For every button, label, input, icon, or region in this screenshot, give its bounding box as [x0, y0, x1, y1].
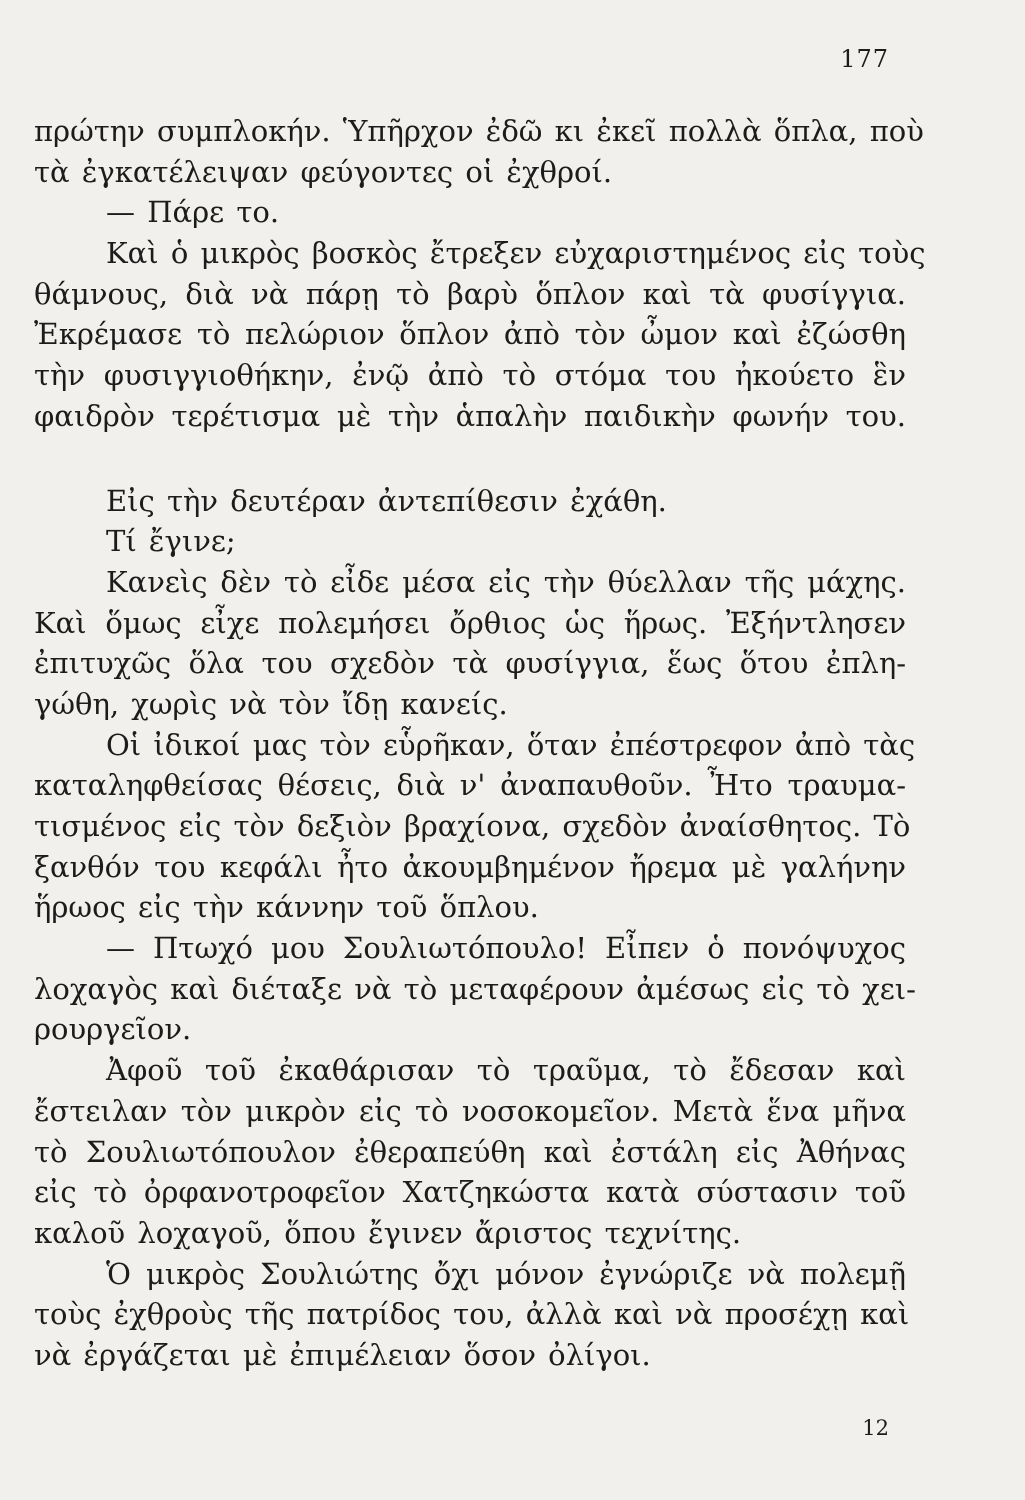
text-line: ξανθόν του κεφάλι ἦτο ἀκουμβημένον ἤρεμα μὲ γαλήνην [34, 849, 906, 884]
text-line: καταληφθείσας θέσεις, διὰ ν' ἀναπαυθοῦν. Ἦτο τραυμα- [34, 768, 906, 803]
text-line: — Πάρε το. [106, 195, 280, 230]
section-break [34, 437, 906, 481]
text-line: τὸ Σουλιωτόπουλον ἐθεραπεύθη καὶ ἐστάλη εἰς Ἀθήνας [34, 1134, 906, 1169]
text-line: Κανεὶς δὲν τὸ εἶδε μέσα εἰς τὴν θύελλαν τῆς μάχης. [106, 564, 906, 599]
text-line: ἥρωος εἰς τὴν κάννην τοῦ ὅπλου. [34, 890, 539, 925]
page-number: 177 [840, 45, 889, 73]
text-line: Ὁ μικρὸς Σουλιώτης ὄχι μόνον ἐγνώριζε νὰ πολεμῇ [106, 1256, 906, 1291]
text-line: Οἱ ἰδικοί μας τὸν εὗρῆκαν, ὅταν ἐπέστρεφον ἀπὸ τὰς [106, 727, 916, 762]
text-line: Καὶ ὁ μικρὸς βοσκὸς ἔτρεξεν εὐχαριστημένος εἰς τοὺς [106, 236, 926, 271]
text-line: Εἰς τὴν δευτέραν ἀντεπίθεσιν ἐχάθη. [106, 483, 667, 518]
text-line: καλοῦ λοχαγοῦ, ὅπου ἔγινεν ἄριστος τεχνίτης. [34, 1215, 742, 1250]
text-line: εἰς τὸ ὀρφανοτροφεῖον Χατζηκώστα κατὰ σύστασιν τοῦ [34, 1175, 906, 1210]
text-line: ρουργεῖον. [34, 1012, 192, 1047]
text-line: Ἐκρέμασε τὸ πελώριον ὅπλον ἀπὸ τὸν ὦμον καὶ ἐζώσθη [34, 317, 906, 352]
text-line: τὰ ἐγκατέλειψαν φεύγοντες οἱ ἐχθροί. [34, 154, 613, 189]
body-text [34, 111, 926, 1376]
text-line: Καὶ ὅμως εἶχε πολεμήσει ὄρθιος ὡς ἥρως. Ἐξήντλησεν [34, 605, 906, 640]
text-line: τοὺς ἐχθροὺς τῆς πατρίδος του, ἀλλὰ καὶ νὰ προσέχῃ καὶ [34, 1297, 910, 1332]
signature-mark: 12 [862, 1416, 889, 1440]
text-line: τὴν φυσιγγιοθήκην, ἐνῷ ἀπὸ τὸ στόμα του ἠκούετο ἓν [34, 358, 906, 393]
text-line: θάμνους, διὰ νὰ πάρῃ τὸ βαρὺ ὅπλον καὶ τὰ φυσίγγια. [34, 276, 906, 311]
text-line: ἔστειλαν τὸν μικρὸν εἰς τὸ νοσοκομεῖον. Μετὰ ἕνα μῆνα [34, 1093, 906, 1128]
text-line: Ἀφοῦ τοῦ ἐκαθάρισαν τὸ τραῦμα, τὸ ἔδεσαν καὶ [106, 1053, 906, 1088]
text-line: νὰ ἐργάζεται μὲ ἐπιμέλειαν ὅσον ὀλίγοι. [34, 1337, 651, 1372]
text-line: γώθη, χωρὶς νὰ τὸν ἴδῃ κανείς. [34, 686, 508, 721]
text-line: τισμένος εἰς τὸν δεξιὸν βραχίονα, σχεδὸν ἀναίσθητος. Τὸ [34, 809, 911, 843]
text-line: — Πτωχό μου Σουλιωτόπουλο! Εἶπεν ὁ πονόψυχος [106, 931, 906, 966]
text-line: φαιδρὸν τερέτισμα μὲ τὴν ἁπαλὴν παιδικὴν φωνήν του. [34, 398, 906, 433]
text-line: πρώτην συμπλοκήν. Ὑπῆρχον ἐδῶ κι ἐκεῖ πολλὰ ὅπλα, ποὺ [34, 114, 924, 148]
text-line: ἐπιτυχῶς ὅλα του σχεδὸν τὰ φυσίγγια, ἕως ὅτου ἐπλη- [34, 646, 906, 681]
text-line: Τί ἔγινε; [106, 524, 236, 559]
text-line: λοχαγὸς καὶ διέταξε νὰ τὸ μεταφέρουν ἀμέσως εἰς τὸ χει- [34, 971, 916, 1006]
